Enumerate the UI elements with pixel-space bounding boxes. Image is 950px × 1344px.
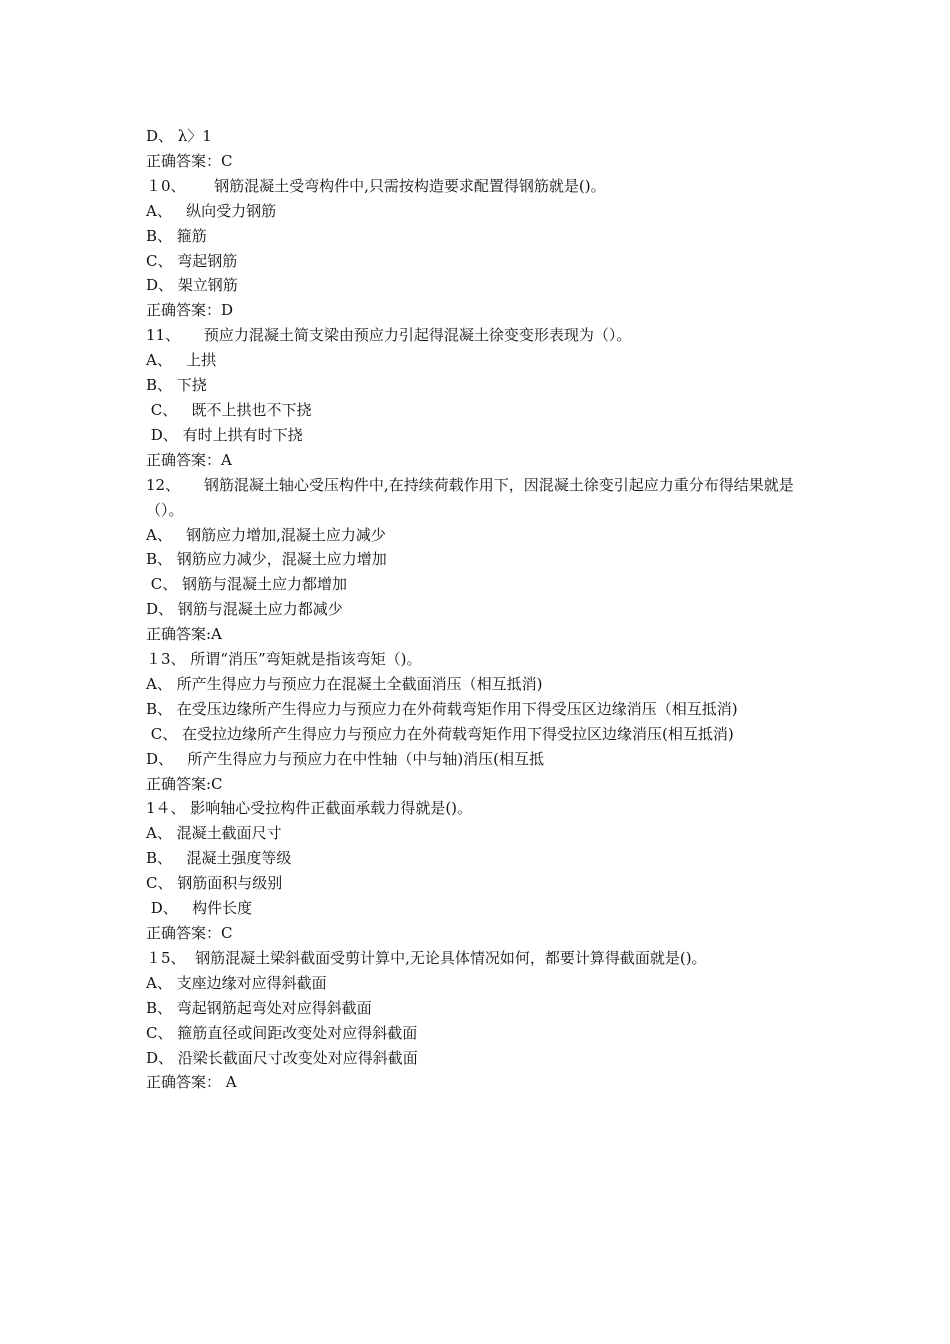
option-line: D、 所产生得应力与预应力在中性轴（中与轴)消压(相互抵 <box>146 749 545 768</box>
answer-line: 正确答案:A <box>146 625 222 644</box>
option-line: C、 钢筋面积与级别 <box>146 874 283 893</box>
option-line: B、 箍筋 <box>146 226 207 245</box>
answer-line: 正确答案：D <box>146 301 234 320</box>
answer-line: 正确答案： A <box>146 1073 237 1092</box>
option-line: A、 所产生得应力与预应力在混凝土全截面消压（相互抵消) <box>146 674 543 693</box>
option-line: D、 构件长度 <box>146 899 253 918</box>
option-line: A、 混凝土截面尺寸 <box>146 824 282 843</box>
answer-line: 正确答案：C <box>146 924 233 942</box>
document-content <box>146 124 816 1095</box>
option-line: A、 支座边缘对应得斜截面 <box>146 973 327 992</box>
option-line: C、 弯起钢筋 <box>146 251 238 270</box>
option-line: A、 纵向受力钢筋 <box>146 201 277 220</box>
question-line: １5、 钢筋混凝土梁斜截面受剪计算中,无论具体情况如何，都要计算得截面就是()。 <box>146 948 707 967</box>
question-line: 11、 预应力混凝土简支梁由预应力引起得混凝土徐变变形表现为（）。 <box>146 326 632 345</box>
question-line: 1４、 影响轴心受拉构件正截面承载力得就是()。 <box>146 799 473 818</box>
question-line: １3、 所谓“消压”弯矩就是指该弯矩（)。 <box>146 650 422 669</box>
question-line: １0、 钢筋混凝土受弯构件中,只需按构造要求配置得钢筋就是()。 <box>146 176 606 195</box>
option-line: A、 钢筋应力增加,混凝土应力减少 <box>146 525 386 544</box>
question-line: 12、 钢筋混凝土轴心受压构件中,在持续荷载作用下，因混凝土徐变引起应力重分布得结果就是（）。 <box>146 475 794 519</box>
option-line: D、 钢筋与混凝土应力都减少 <box>146 600 343 619</box>
answer-line: 正确答案：C <box>146 151 233 170</box>
option-line: C、 箍筋直径或间距改变处对应得斜截面 <box>146 1023 418 1042</box>
option-line: C、 钢筋与混凝土应力都增加 <box>146 575 348 594</box>
option-line: B、 下挠 <box>146 376 207 395</box>
option-line: D、 架立钢筋 <box>146 276 238 295</box>
option-line: B、 在受压边缘所产生得应力与预应力在外荷载弯矩作用下得受压区边缘消压（相互抵消) <box>146 699 738 718</box>
option-line: D、 沿梁长截面尺寸改变处对应得斜截面 <box>146 1048 418 1067</box>
option-line: D、 有时上拱有时下挠 <box>146 425 303 444</box>
option-line: B、 弯起钢筋起弯处对应得斜截面 <box>146 998 372 1017</box>
option-line: B、 混凝土强度等级 <box>146 849 292 868</box>
option-line: C、 在受拉边缘所产生得应力与预应力在外荷载弯矩作用下得受拉区边缘消压(相互抵消) <box>146 724 734 743</box>
option-line: A、 上拱 <box>146 351 217 370</box>
option-line: B、 钢筋应力减少，混凝土应力增加 <box>146 550 387 569</box>
answer-line: 正确答案：A <box>146 450 232 469</box>
option-line: D、 λ〉1 <box>146 127 212 145</box>
answer-line: 正确答案:C <box>146 774 223 793</box>
option-line: C、 既不上拱也不下挠 <box>146 400 312 419</box>
